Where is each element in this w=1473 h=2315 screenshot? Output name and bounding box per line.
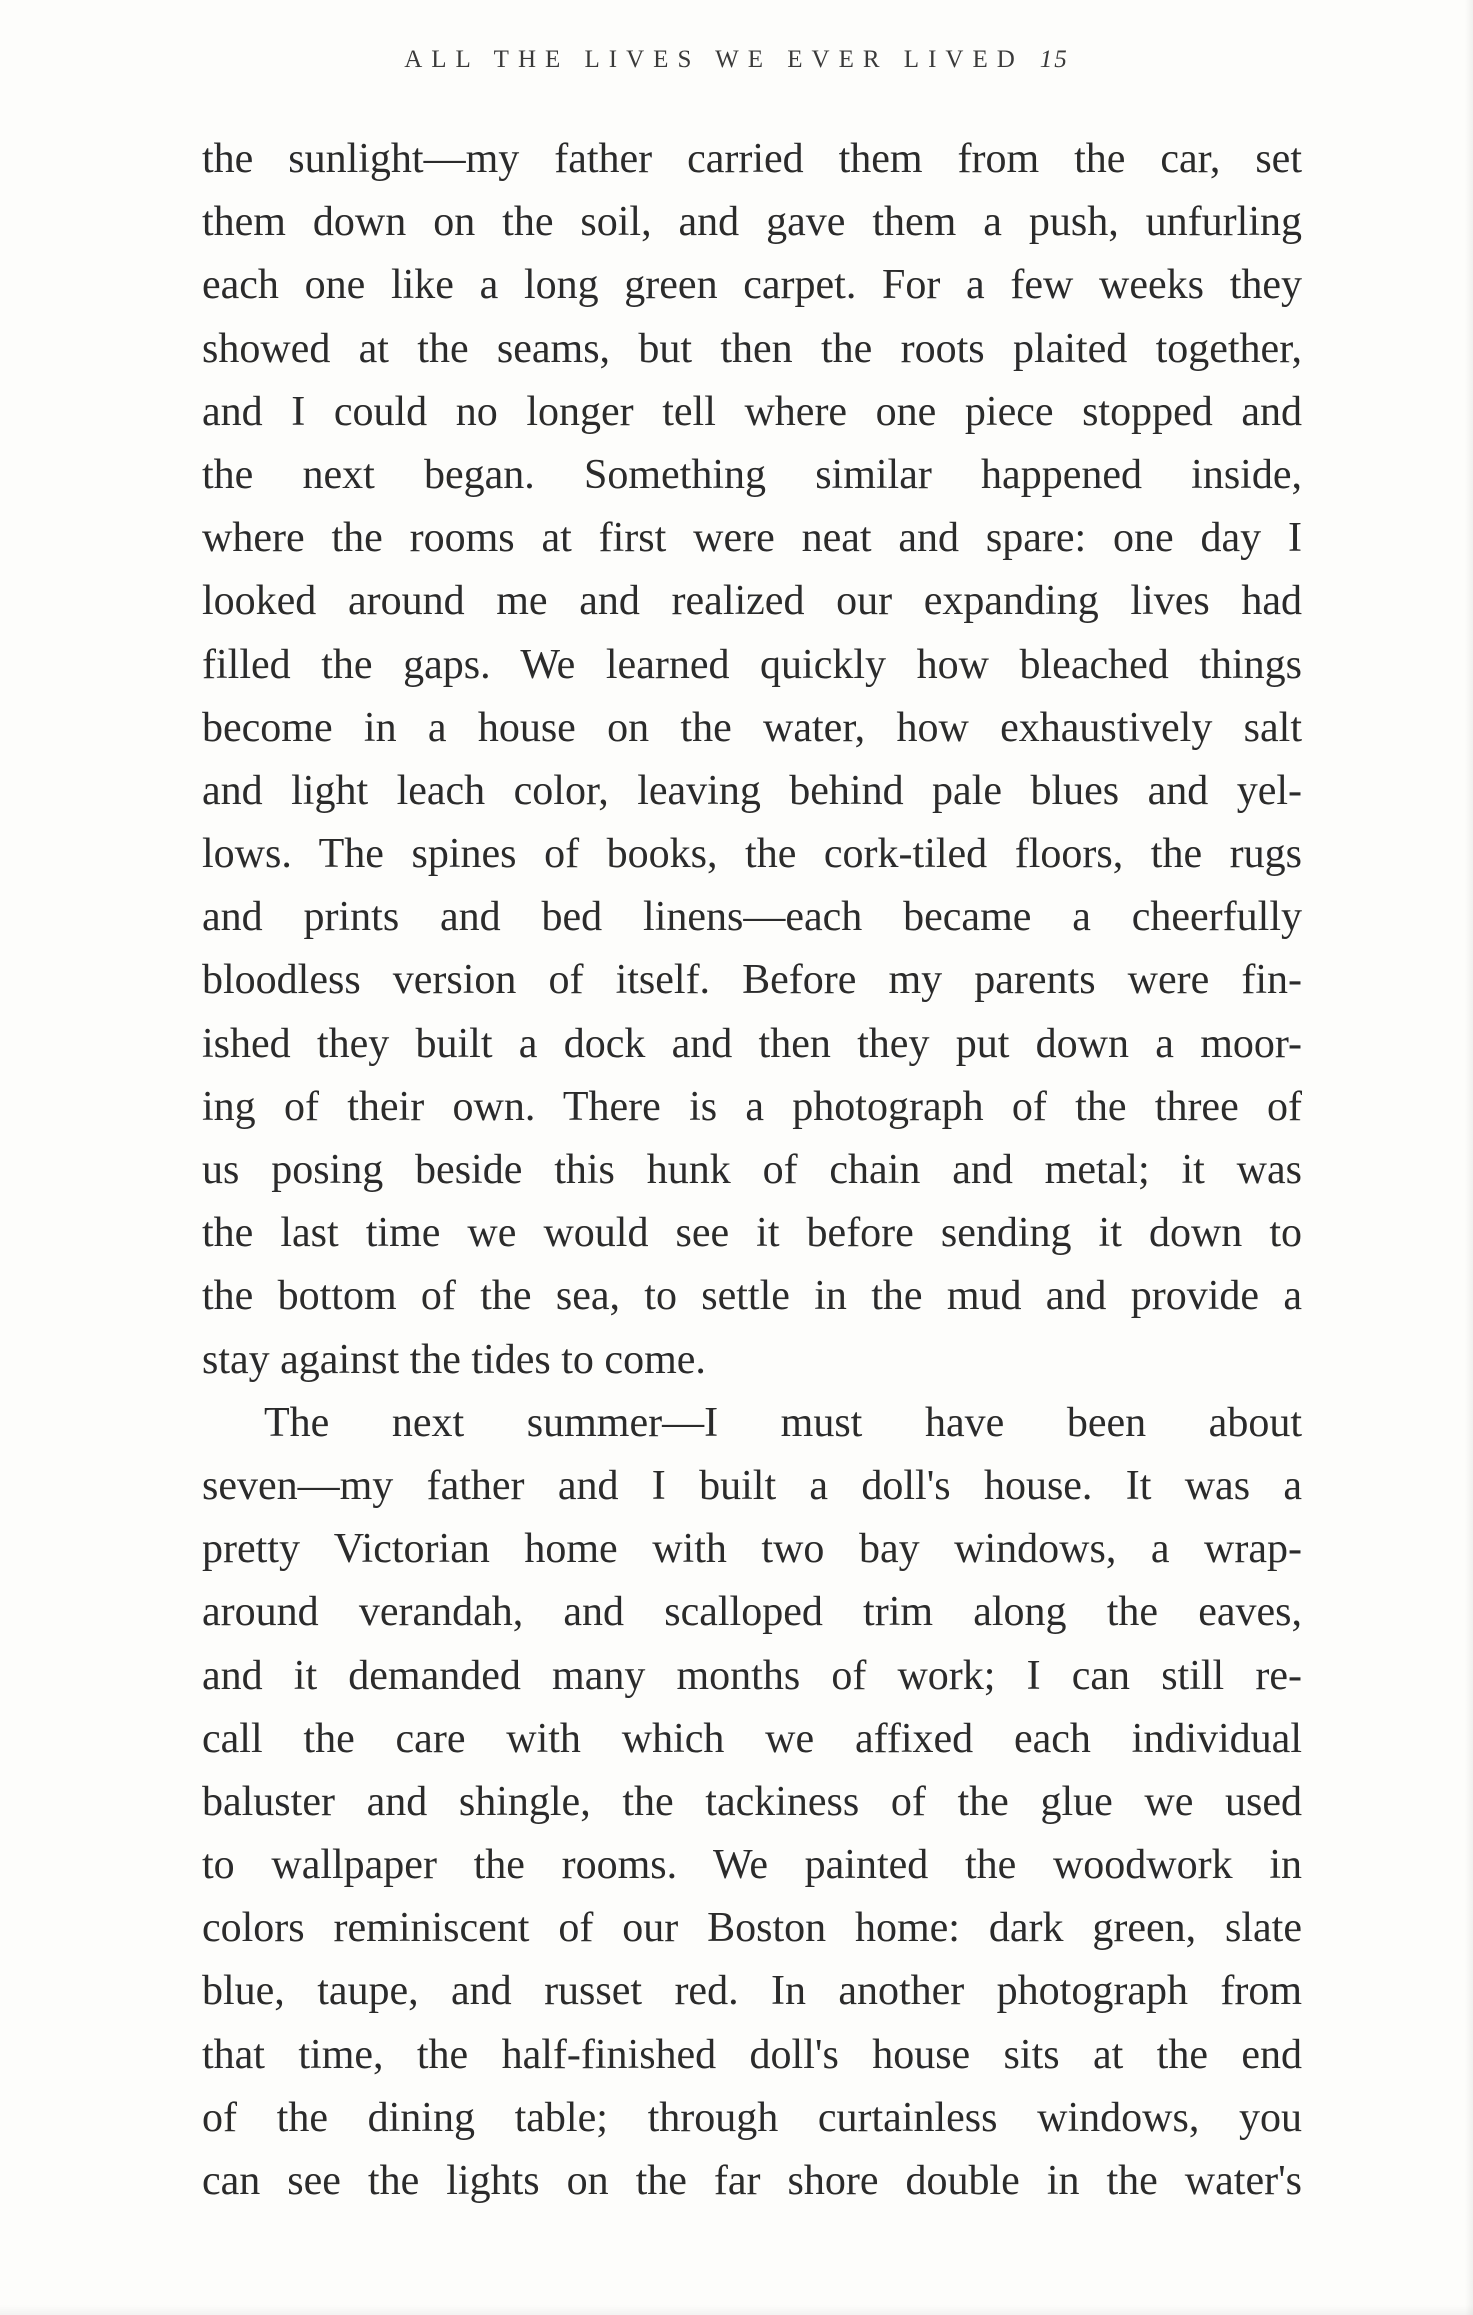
text-line: and I could no longer tell where one piece stopped and (202, 388, 1302, 435)
text-line: where the rooms at first were neat and spare: one day I (202, 515, 1302, 562)
text-line: them down on the soil, and gave them a push, unfurling (202, 199, 1302, 246)
running-header (0, 46, 1473, 74)
text-line: around verandah, and scalloped trim along the eaves, (202, 1589, 1302, 1636)
text-line: can see the lights on the far shore double in the water's (202, 2158, 1302, 2204)
text-line: call the care with which we affixed each individual (202, 1715, 1302, 1762)
text-line: stay against the tides to come. (202, 1336, 706, 1383)
text-line: lows. The spines of books, the cork-tiled floors, the rugs (202, 831, 1302, 878)
text-line: ing of their own. There is a photograph of the three of (202, 1083, 1302, 1130)
text-line: us posing beside this hunk of chain and metal; it was (202, 1147, 1302, 1193)
text-line: the sunlight—my father carried them from the car, set (202, 136, 1302, 182)
text-line: ished they built a dock and then they put down a moor- (202, 1020, 1302, 1067)
text-line: and prints and bed linens—each became a cheerfully (202, 894, 1302, 941)
text-line: the bottom of the sea, to settle in the mud and provide a (202, 1273, 1302, 1320)
text-line: become in a house on the water, how exhaustively salt (202, 704, 1302, 751)
text-line: to wallpaper the rooms. We painted the woodwork in (202, 1842, 1302, 1889)
paragraph-1 (202, 128, 1302, 1392)
page-edge-shadow (1465, 0, 1473, 2315)
text-line: baluster and shingle, the tackiness of the glue we used (202, 1778, 1302, 1825)
page-bottom-edge (0, 2305, 1473, 2315)
text-line: each one like a long green carpet. For a few weeks they (202, 262, 1302, 309)
text-line: that time, the half-finished doll's house sits at the end (202, 2031, 1302, 2078)
text-line: blue, taupe, and russet red. In another photograph from (202, 1968, 1302, 2015)
text-line: and light leach color, leaving behind pale blues and yel- (202, 767, 1302, 814)
text-line: the last time we would see it before sending it down to (202, 1210, 1302, 1257)
page-number: 15 (1039, 46, 1069, 73)
text-line: bloodless version of itself. Before my parents were fin- (202, 957, 1302, 1004)
text-line: colors reminiscent of our Boston home: dark green, slate (202, 1905, 1302, 1952)
body-text (202, 128, 1302, 2213)
text-line: pretty Victorian home with two bay windows, a wrap- (202, 1526, 1302, 1573)
text-line: of the dining table; through curtainless windows, you (202, 2094, 1302, 2141)
text-line: and it demanded many months of work; I can still re- (202, 1652, 1302, 1699)
text-line: the next began. Something similar happened inside, (202, 451, 1302, 498)
text-line: seven—my father and I built a doll's house. It was a (202, 1462, 1302, 1509)
text-line: showed at the seams, but then the roots plaited together, (202, 325, 1302, 372)
paragraph-2 (202, 1392, 1302, 2213)
text-line: looked around me and realized our expanding lives had (202, 578, 1302, 625)
text-line: filled the gaps. We learned quickly how bleached things (202, 641, 1302, 688)
text-line: The next summer—I must have been about (264, 1399, 1302, 1446)
running-title: ALL THE LIVES WE EVER LIVED (404, 46, 1024, 73)
